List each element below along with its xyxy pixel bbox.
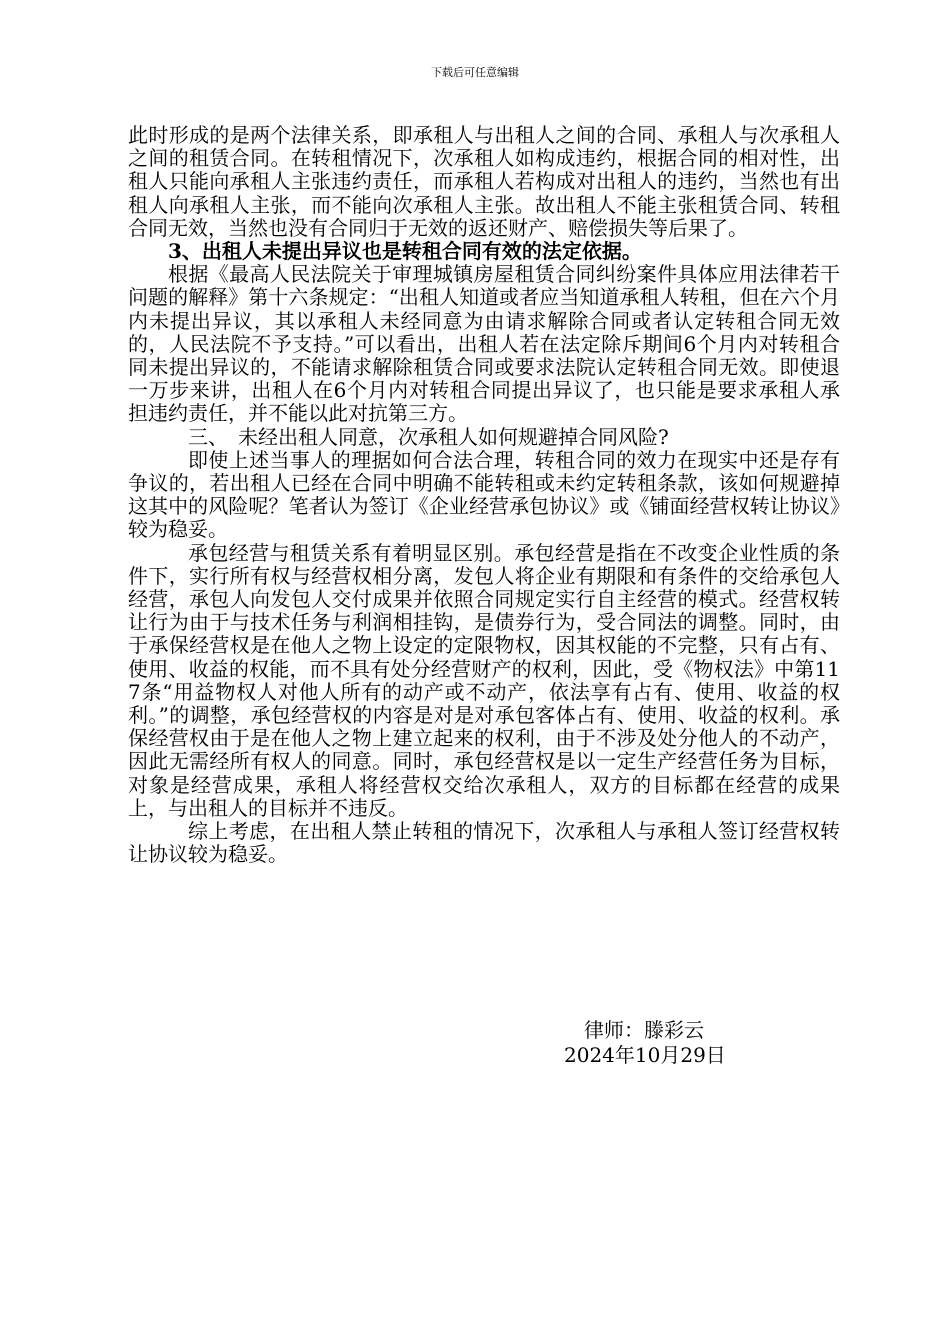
paragraph-risk-avoidance: 即使上述当事人的理据如何合法合理，转租合同的效力在现实中还是存有争议的，若出租人已经在合同中明确不能转租或未约定转租条款，该如何规避掉这其中的风险呢？笔者认为签订《企业经营承包协议》或《铺面经营权转让协议》较为稳妥。 — [128, 447, 840, 542]
document-body — [128, 124, 840, 867]
paragraph-conclusion: 综上考虑，在出租人禁止转租的情况下，次承租人与承租人签订经营权转让协议较为稳妥。 — [128, 819, 840, 867]
document-date: 2024年10月29日 — [564, 1043, 726, 1067]
paragraph-legal-relations: 此时形成的是两个法律关系，即承租人与出租人之间的合同、承租人与次承租人之间的租赁合同。在转租情况下，次承租人如构成违约，根据合同的相对性，出租人只能向承租人主张违约责任，而承租人若构成对出租人的违约，当然也有出租人向承租人主张，而不能向次承租人主张。故出租人不能主张租赁合同、转租合同无效，当然也没有合同归于无效的返还财产、赔偿损失等后果了。 — [128, 123, 840, 240]
lawyer-name: 律师：滕彩云 — [584, 1018, 704, 1042]
section-heading-three: 三、 未经出租人同意，次承租人如何规避掉合同风险? — [188, 424, 669, 449]
paragraph-judicial-interpretation: 根据《最高人民法院关于审理城镇房屋租赁合同纠纷案件具体应用法律若干问题的解释》第十六条规定：“出租人知道或者应当知道承租人转租，但在六个月内未提出异议，其以承租人未经同意为由请求解除合同或者认定转租合同无效的，人民法院不予支持。”可以看出，出租人若在法定除斥期间6个月内对转租合同未提出异议的，不能请求解除租赁合同或要求法院认定转租合同无效。即使退一万步来讲，出租人在6个月内对转租合同提出异议了，也只能是要求承租人承担违约责任，并不能以此对抗第三方。 — [128, 262, 840, 426]
section-heading-3: 3、出租人未提出异议也是转租合同有效的法定依据。 — [168, 239, 642, 264]
header-note: 下载后可任意编辑 — [431, 66, 519, 79]
paragraph-contract-operation: 承包经营与租赁关系有着明显区别。承包经营是指在不改变企业性质的条件下，实行所有权与经营权相分离，发包人将企业有期限和有条件的交给承包人经营，承包人向发包人交付成果并依照合同规定实行自主经营的模式。经营权转让行为由于与技术任务与利润相挂钩，是债券行为，受合同法的调整。同时，由于承保经营权是在他人之物上设定的定限物权，因其权能的不完整，只有占有、使用、收益的权能，而不具有处分经营财产的权利，因此，受《物权法》中第117条“用益物权人对他人所有的动产或不动产，依法享有占有、使用、收益的权利。”的调整，承包经营权的内容是对是对承包客体占有、使用、收益的权利。承保经营权由于是在他人之物上建立起来的权利，由于不涉及处分他人的不动产，因此无需经所有权人的同意。同时，承包经营权是以一定生产经营任务为目标，对象是经营成果，承租人将经营权交给次承租人，双方的目标都在经营的成果上，与出租人的目标并不违反。 — [128, 540, 840, 820]
